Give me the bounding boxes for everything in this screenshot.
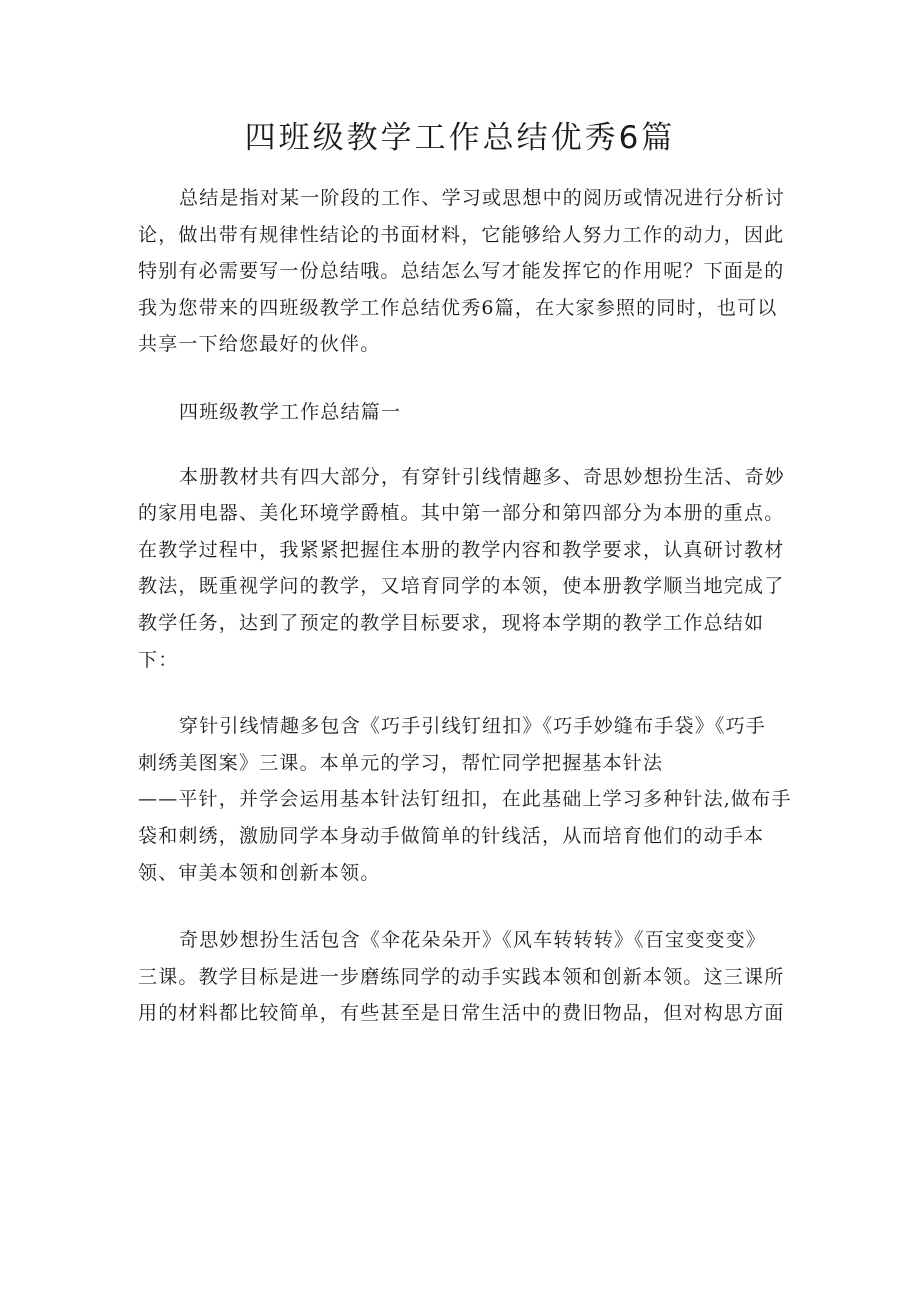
text-line: 本册教材共有四大部分，有穿针引线情趣多、奇思妙想扮生活、奇妙 <box>179 465 786 488</box>
paragraph-overview <box>138 459 790 679</box>
text-line: 教法，既重视学问的教学，又培育同学的本领，使本册教学顺当地完成了 <box>138 575 785 598</box>
text-line: ——平针，并学会运用基本针法钉纽扣，在此基础上学习多种针法,做布手 <box>138 788 792 811</box>
paragraph-needlework <box>138 708 790 891</box>
document-title: 四班级教学工作总结优秀6篇 <box>244 120 676 156</box>
section-heading <box>138 394 790 431</box>
text-line: 袋和刺绣，激励同学本身动手做简单的针线活，从而培育他们的动手本 <box>138 824 765 847</box>
text-line: 我为您带来的四班级教学工作总结优秀6篇，在大家参照的同时，也可以 <box>138 296 778 319</box>
document-body <box>138 180 790 1032</box>
text-line: 教学任务，达到了预定的教学目标要求，现将本学期的教学工作总结如 <box>138 611 765 634</box>
text-line: 领、审美本领和创新本领。 <box>138 861 381 884</box>
paragraph-intro <box>138 180 790 363</box>
paragraph-creative <box>138 922 790 1032</box>
section-heading-text: 四班级教学工作总结篇一 <box>179 400 402 423</box>
text-line: 特别有必需要写一份总结哦。总结怎么写才能发挥它的作用呢？下面是的 <box>138 260 785 283</box>
text-line: 刺绣美图案》三课。本单元的学习，帮忙同学把握基本针法 <box>138 751 664 774</box>
text-line: 穿针引线情趣多包含《巧手引线钉纽扣》《巧手妙缝布手袋》《巧手 <box>179 715 767 738</box>
text-line: 用的材料都比较简单，有些甚至是日常生活中的费旧物品，但对构思方面 <box>138 1002 785 1025</box>
text-line: 奇思妙想扮生活包含《伞花朵朵开》《风车转转转》《百宝变变变》 <box>179 929 767 952</box>
text-line: 的家用电器、美化环境学爵植。其中第一部分和第四部分为本册的重点。 <box>138 502 785 525</box>
text-line: 在教学过程中，我紧紧把握住本册的教学内容和教学要求，认真研讨教材 <box>138 538 785 561</box>
text-line: 下： <box>138 648 179 671</box>
text-line: 总结是指对某一阶段的工作、学习或思想中的阅历或情况进行分析讨 <box>179 187 786 209</box>
text-line: 共享一下给您最好的伙伴。 <box>138 333 381 356</box>
text-line: 三课。教学目标是进一步磨练同学的动手实践本领和创新本领。这三课所 <box>138 965 785 988</box>
text-line: 论，做出带有规律性结论的书面材料，它能够给人努力工作的动力，因此 <box>138 223 785 246</box>
